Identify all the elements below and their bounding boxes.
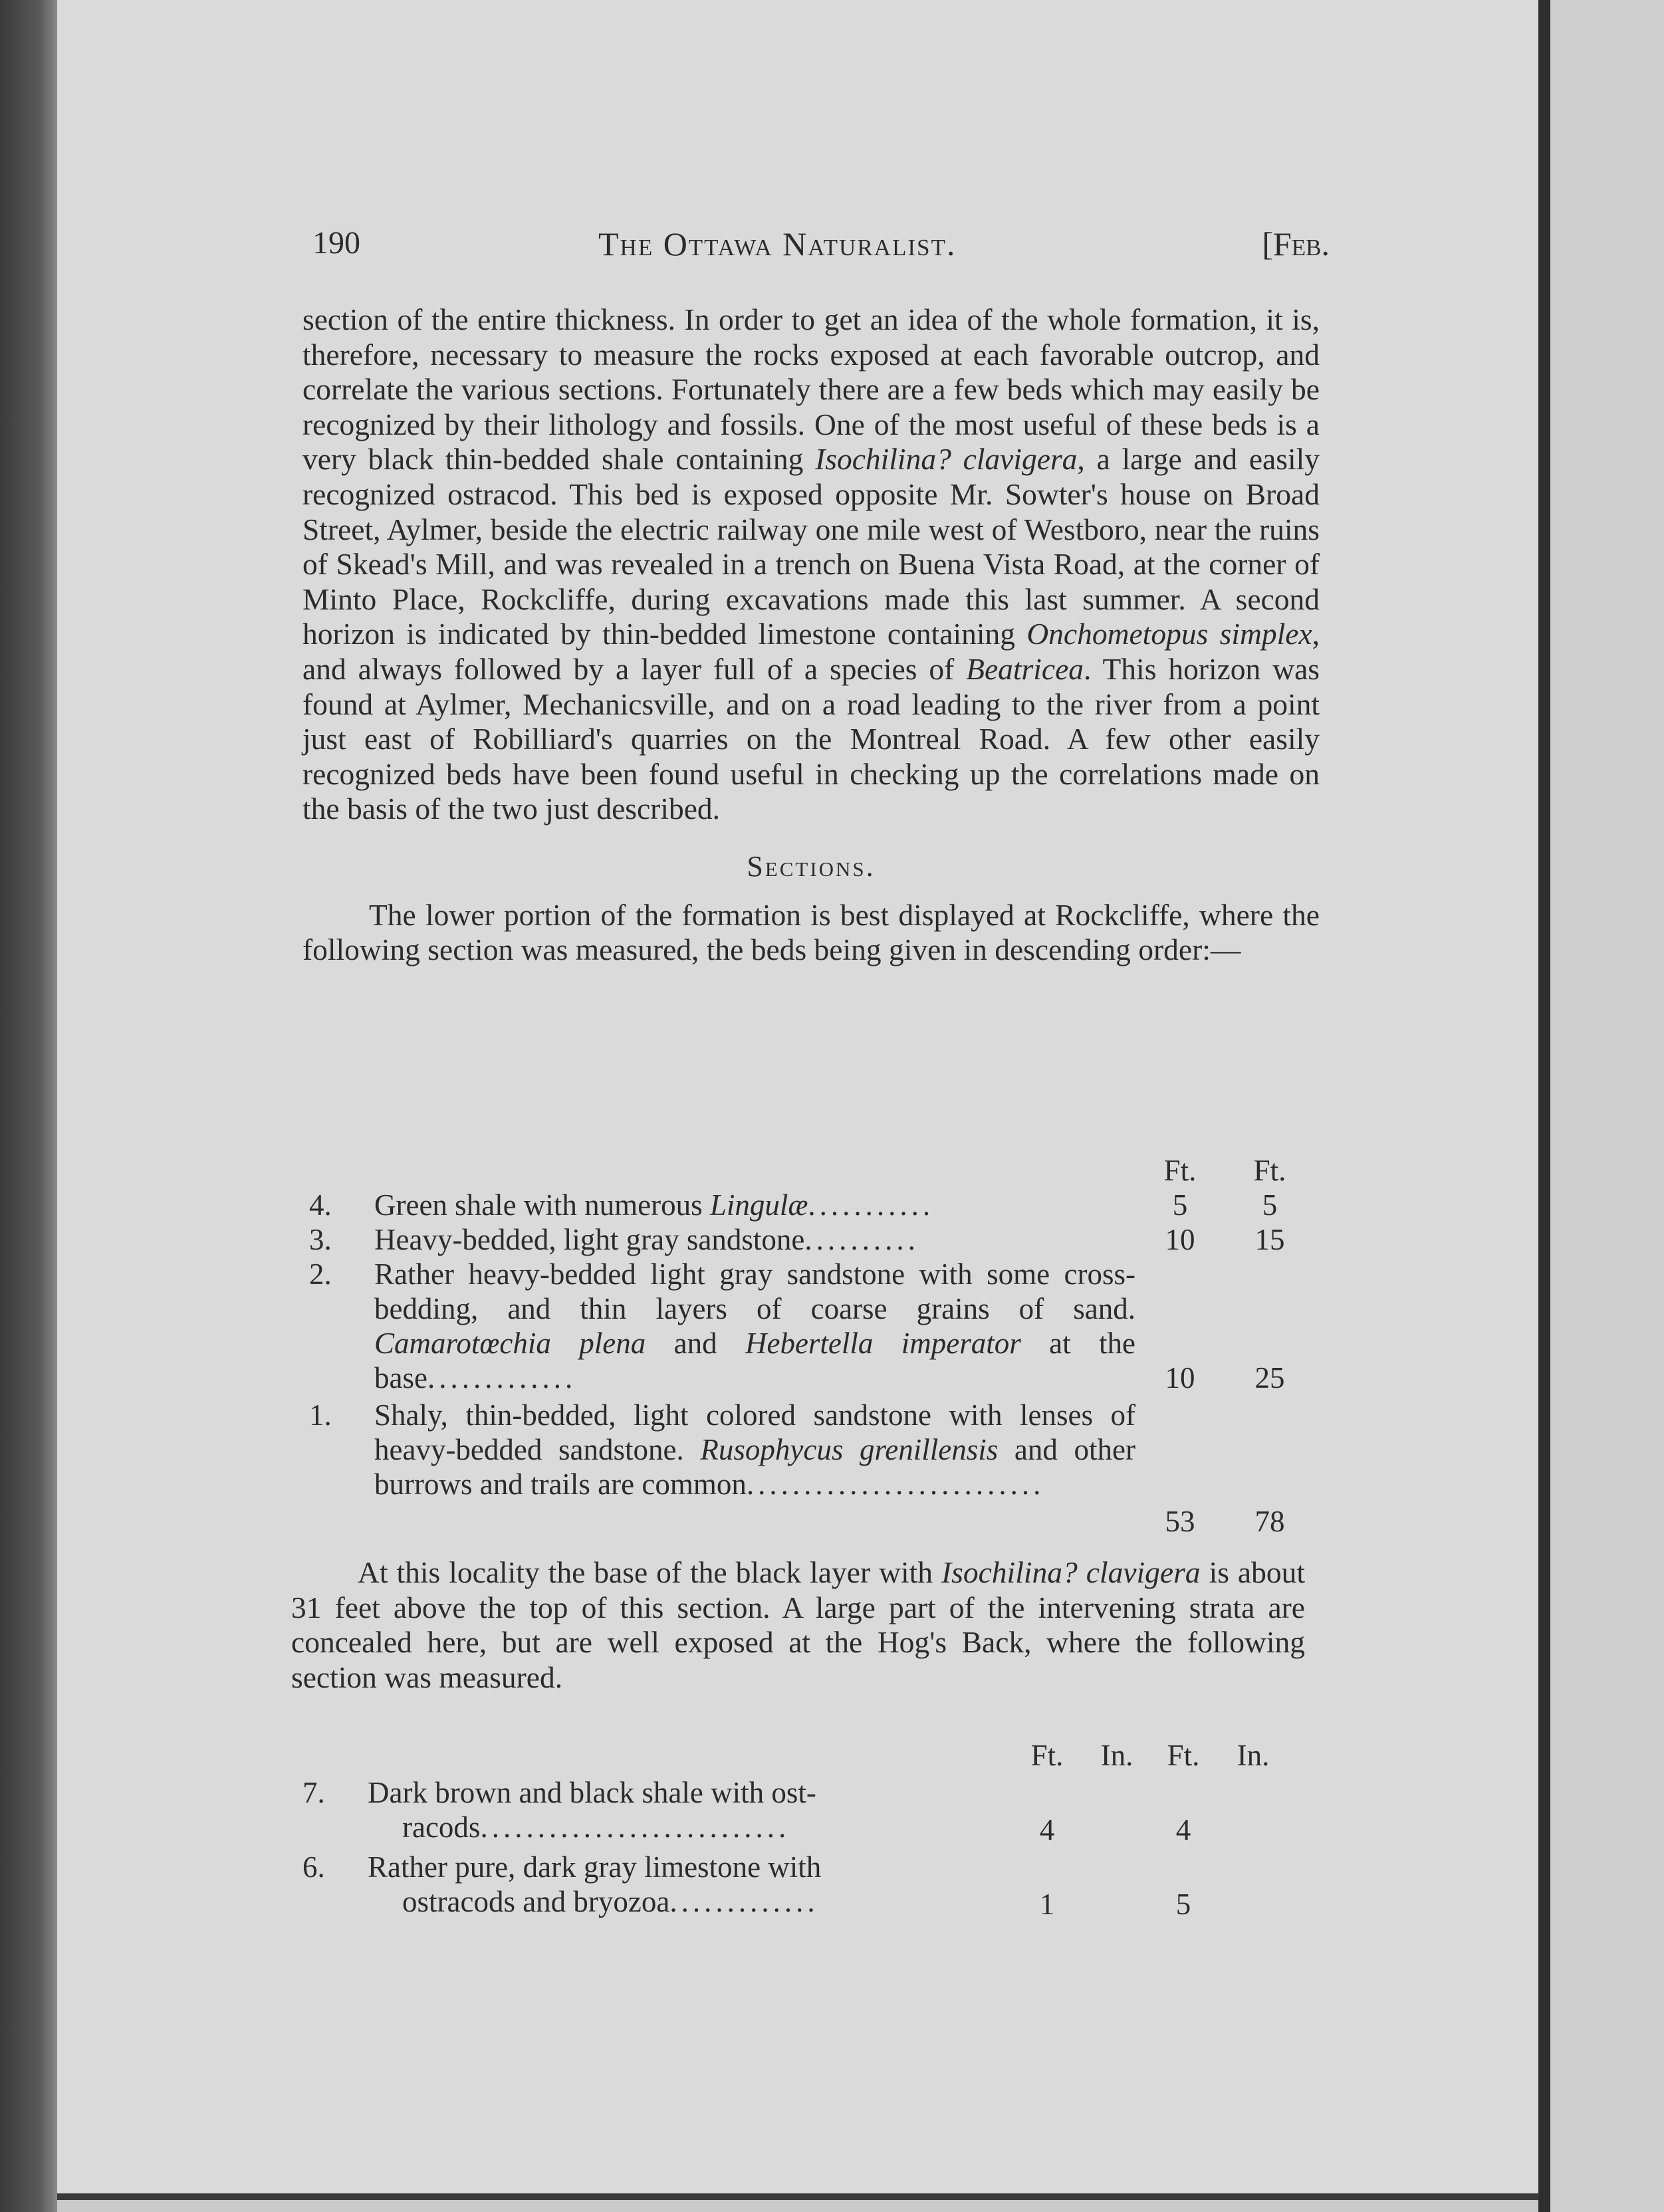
- running-header: [312, 225, 1330, 278]
- issue-month: [Feb.: [1262, 225, 1330, 263]
- page-number: 190: [312, 225, 360, 261]
- paragraph-3: At this locality the base of the black layer with Isochilina? clavigera is about 31 feet above the top of this section. A large part of the intervening strata are concealed here, but are well exposed at the Hog's Back, where the following section was measured.: [291, 1555, 1305, 1694]
- page-bottom-edge: [57, 2193, 1538, 2200]
- paragraph-1: section of the entire thickness. In order to get an idea of the whole formation, it is, therefore, necessary to measure the rocks exposed at each favorable outcrop, and correlate the various sections. Fortunately there are a few beds which may easily be recognized by their lithology and fossils. One of the most useful of these beds is a very black thin-bedded shale containing Isochilina? clavigera, a large and easily recognized ostracod. This bed is exposed opposite Mr. Sowter's house on Broad Street, Aylmer, beside the electric railway one mile west of Westboro, near the ruins of Skead's Mill, and was revealed in a trench on Buena Vista Road, at the corner of Minto Place, Rockcliffe, during excavations made this last summer. A second horizon is indicated by thin-bedded limestone containing Onchometopus simplex, and always followed by a layer full of a species of Beatricea. This horizon was found at Aylmer, Mechanicsville, and on a road leading to the river from a point just east of Robilliard's quarries on the Montreal Road. A few other easily recognized beds have been found useful in checking up the correlations made on the basis of the two just described.: [302, 302, 1320, 826]
- next-page-margin: [1550, 0, 1664, 2212]
- page-edge: [1538, 0, 1550, 2212]
- journal-title: The Ottawa Naturalist.: [598, 225, 957, 263]
- book-spine: [0, 0, 57, 2212]
- body-text: [302, 302, 1320, 968]
- paragraph-2: The lower portion of the formation is best displayed at Rockcliffe, where the following section was measured, the beds being given in descending order:—: [302, 897, 1320, 967]
- section-heading: Sections.: [747, 849, 876, 883]
